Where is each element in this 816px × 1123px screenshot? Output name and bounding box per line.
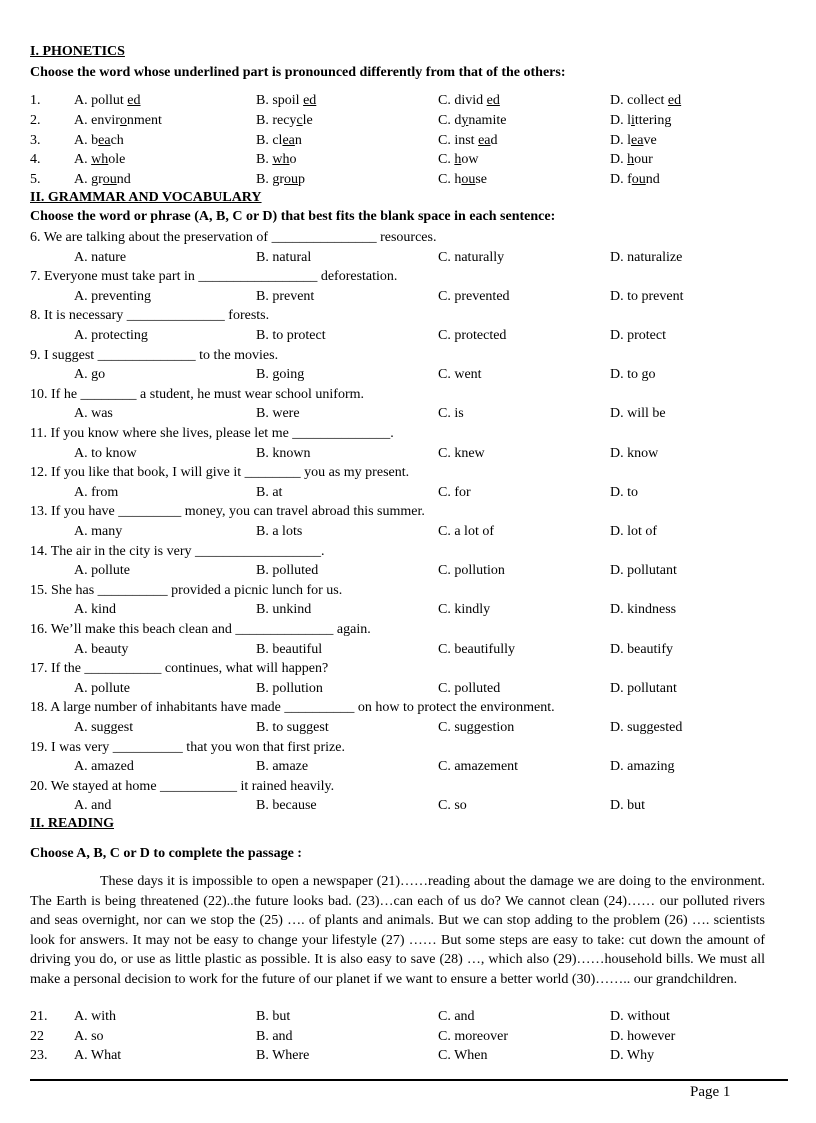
question-stem: 8. It is necessary ______________ forests. [30,308,270,324]
option-c: C. naturally [438,249,505,265]
option-text: B. [256,152,273,167]
option-c [438,131,498,150]
question-stem: 14. The air in the city is very __________________. [30,543,325,559]
option-b: B. at [256,484,283,500]
phonetics-heading [30,42,790,61]
option-c: C. amazement [438,759,519,775]
option-b: B. natural [256,249,312,265]
underlined-part: h [454,152,462,167]
phonetics-item [30,150,790,169]
option-d: D. will be [610,406,666,422]
option-text: D. f [610,172,632,187]
reading-item [30,1027,790,1046]
question-stem: 16. We’ll make this beach clean and ______________ again. [30,622,371,637]
answer-options [30,326,790,345]
option-b: B. a lots [256,524,303,539]
underlined-part: c [296,113,303,128]
question-stem: 13. If you have _________ money, you can travel abroad this summer. [30,504,425,520]
option-b: B. amaze [256,759,309,775]
option-b: B. because [256,798,317,814]
option-d: D. Why [610,1048,655,1063]
option-c: C. protected [438,328,507,343]
option-a: A. and [74,798,112,814]
underlined-part: ea [478,133,491,148]
answer-options [30,640,790,659]
option-b: B. were [256,406,300,422]
option-text: se [475,172,488,187]
option-b: B. polluted [256,563,319,579]
option-text: A. pollut [74,93,128,108]
option-c: C. polluted [438,680,501,696]
option-a: A. to know [74,445,137,461]
option-text: o [289,152,297,167]
answer-options [30,404,790,423]
underlined-part: ou [461,172,476,187]
phonetics-instruction: Choose the word whose underlined part is pronounced differently from that of the others: [30,65,566,80]
answer-options [30,718,790,737]
option-d: D. suggested [610,720,683,735]
option-text: C. divid [438,93,487,108]
option-text: C. d [438,113,462,128]
option-d: D. lot of [610,524,658,539]
option-b: B. prevent [256,288,315,304]
option-a [74,131,124,150]
option-c: C. and [438,1009,475,1024]
option-text: D. collect [610,93,668,108]
option-text: p [298,172,305,187]
reading-item [30,1046,790,1065]
option-text: le [302,113,313,128]
question-stem: 9. I suggest ______________ to the movies. [30,347,279,363]
option-text: n [294,133,302,148]
option-text: namite [468,113,507,128]
option-text: B. spoil [256,93,304,108]
grammar-instruction: Choose the word or phrase (A, B, C or D) that best fits the blank space in each sentence: [30,209,556,224]
option-d [610,150,653,169]
option-text: ole [108,152,126,167]
option-a [74,170,131,189]
option-b: B. unkind [256,602,312,618]
option-a: A. so [74,1029,104,1044]
option-b: B. pollution [256,680,323,696]
option-b: B. and [256,1029,293,1044]
option-d [610,170,660,189]
option-text: nd [645,172,660,187]
question-stem: 17. If the ___________ continues, what will happen? [30,661,329,677]
question-number: 23. [30,1048,48,1063]
option-b [256,150,296,169]
option-d: D. amazing [610,759,675,775]
underlined-part: ea [631,133,644,148]
option-text: d [490,133,498,148]
option-text: our [634,152,653,167]
option-text: ch [110,133,124,148]
option-d: D. pollutant [610,680,677,696]
option-b [256,91,316,110]
reading-passage [30,872,765,990]
question-stem: 18. A large number of inhabitants have made __________ on how to protect the environment. [30,700,555,716]
option-text: nd [116,172,131,187]
option-text: D. l [610,113,631,128]
option-c [438,111,506,130]
option-text: ow [461,152,479,167]
option-c [438,91,500,110]
option-text: B. cl [256,133,283,148]
underlined-part: ea [98,133,111,148]
option-c: C. prevented [438,288,510,304]
option-c: C. beautifully [438,641,515,657]
question-stem: 7. Everyone must take part in _________________ deforestation. [30,269,398,285]
option-d: D. naturalize [610,249,683,265]
underlined-part: ou [284,172,298,187]
option-a: A. go [74,367,106,383]
option-d: D. know [610,445,659,461]
option-a: A. was [74,406,113,422]
footer-divider [30,1079,788,1081]
answer-options [30,248,790,267]
option-c [438,150,478,169]
option-b: B. but [256,1009,291,1024]
option-a: A. amazed [74,759,134,775]
answer-options [30,287,790,306]
option-d: D. however [610,1029,676,1044]
option-a [74,150,125,169]
grammar-title: II. GRAMMAR AND VOCABULARY [30,190,262,205]
option-a: A. preventing [74,288,151,304]
option-b [256,170,305,189]
option-a: A. from [74,484,119,500]
reading-heading [30,814,790,833]
reading-item [30,1007,790,1026]
question-number: 21. [30,1009,48,1024]
question-number: 4. [30,152,41,167]
option-d [610,111,671,130]
option-c: C. knew [438,445,485,461]
option-a: A. nature [74,249,127,265]
passage-text: These days it is impossible to open a newspaper (21)……reading about the damage we are doing to the environment. The Earth is being threatened (22)..the future looks bad. (23)…can each of us do? We cannot clean (24)…… our polluted rivers and seas overnight, nor can we stop the (25) …. of plants and animals. But we can stop adding to the problem (26) …. scientists look for answers. It may not be easy to change your lifestyle (27) …… But some steps are easy to take: cut down the amount of driving you do, or use as little plastic as possible. It is also easy to save (28) …, which also (29)……household bills. We must all make a personal decision to work for the future of our planet if we want to ensure a better world (30)…….. our grandchildren. [30,874,765,987]
underlined-part: ed [486,93,500,108]
question-stem: 19. I was very __________ that you won that first prize. [30,739,345,755]
option-c: C. When [438,1048,488,1063]
answer-options [30,796,790,815]
option-b [256,131,302,150]
option-c: C. went [438,367,482,383]
question-number: 3. [30,133,41,148]
answer-options [30,600,790,619]
option-text: B. gr [256,172,284,187]
underlined-part: ed [127,93,141,108]
option-d: D. protect [610,328,666,343]
option-d [610,131,657,150]
option-text: ttering [634,113,672,128]
option-text: nment [126,113,162,128]
option-b: B. Where [256,1048,310,1063]
option-b: B. to protect [256,328,326,343]
option-c: C. for [438,484,471,500]
page-number: Page 1 [690,1084,731,1100]
option-text: A. envir [74,113,120,128]
question-number: 1. [30,93,41,108]
answer-options [30,483,790,502]
question-stem: 12. If you like that book, I will give it ________ you as my present. [30,465,410,481]
option-a: A. beauty [74,641,129,657]
question-stem: 15. She has __________ provided a picnic lunch for us. [30,582,343,598]
option-c: C. suggestion [438,720,515,735]
option-a [74,111,162,130]
option-a: A. protecting [74,328,148,343]
option-d: D. to [610,484,638,500]
phonetics-item [30,91,790,110]
answer-options [30,522,790,541]
option-c: C. pollution [438,563,505,579]
phonetics-item [30,170,790,189]
option-text: C. inst [438,133,479,148]
option-c: C. moreover [438,1029,508,1044]
grammar-heading [30,188,790,207]
answer-options [30,679,790,698]
option-d: D. without [610,1009,670,1024]
option-text: B. recy [256,113,297,128]
answer-options [30,561,790,580]
option-c: C. so [438,798,467,814]
option-a: A. suggest [74,720,134,735]
option-d: D. to go [610,367,656,383]
answer-options [30,365,790,384]
answer-options [30,757,790,776]
underlined-part: ed [303,93,317,108]
question-stem: 6. We are talking about the preservation of _______________ resources. [30,230,437,245]
answer-options [30,444,790,463]
option-text: C. h [438,172,462,187]
option-b [256,111,313,130]
underlined-part: o [119,113,127,128]
underlined-part: y [461,113,469,128]
option-d [610,91,681,110]
option-a: A. pollute [74,680,130,696]
option-a: A. with [74,1009,116,1024]
underlined-part: ou [102,172,117,187]
option-text: D. [610,152,628,167]
underlined-part: wh [272,152,290,167]
option-b: B. known [256,445,311,461]
option-b: B. beautiful [256,641,323,657]
underlined-part: ou [631,172,646,187]
question-stem: 10. If he ________ a student, he must wear school uniform. [30,386,364,402]
underlined-part: ea [282,133,295,148]
option-text: C. [438,152,455,167]
question-number: 22 [30,1029,44,1044]
option-b: B. going [256,367,305,383]
option-text: A. b [74,133,99,148]
option-text: D. l [610,133,631,148]
option-c: C. kindly [438,602,491,618]
option-c: C. is [438,406,464,422]
option-d: D. pollutant [610,563,677,579]
phonetics-item [30,111,790,130]
phonetics-title: I. PHONETICS [30,44,125,59]
underlined-part: i [631,113,635,128]
option-d: D. to prevent [610,288,684,304]
reading-instruction: Choose A, B, C or D to complete the passage : [30,846,302,861]
phonetics-item [30,131,790,150]
option-text: ve [643,133,657,148]
question-stem: 20. We stayed at home ___________ it rained heavily. [30,778,335,794]
reading-title: II. READING [30,816,115,831]
underlined-part: h [627,152,635,167]
question-number: 2. [30,113,41,128]
option-d: D. beautify [610,641,673,657]
option-c [438,170,487,189]
question-stem: 11. If you know where she lives, please let me ______________. [30,426,394,441]
option-a: A. What [74,1048,122,1063]
option-a: A. pollute [74,563,130,579]
question-number: 5. [30,172,41,187]
option-a: A. kind [74,602,116,618]
underlined-part: ed [667,93,682,108]
option-a [74,91,141,110]
option-c: C. a lot of [438,524,494,539]
option-d: D. but [610,798,645,814]
underlined-part: wh [91,152,109,167]
option-text: A. gr [74,172,103,187]
option-d: D. kindness [610,602,677,618]
option-text: A. [74,152,92,167]
option-b: B. to suggest [256,720,329,735]
option-a: A. many [74,524,123,539]
